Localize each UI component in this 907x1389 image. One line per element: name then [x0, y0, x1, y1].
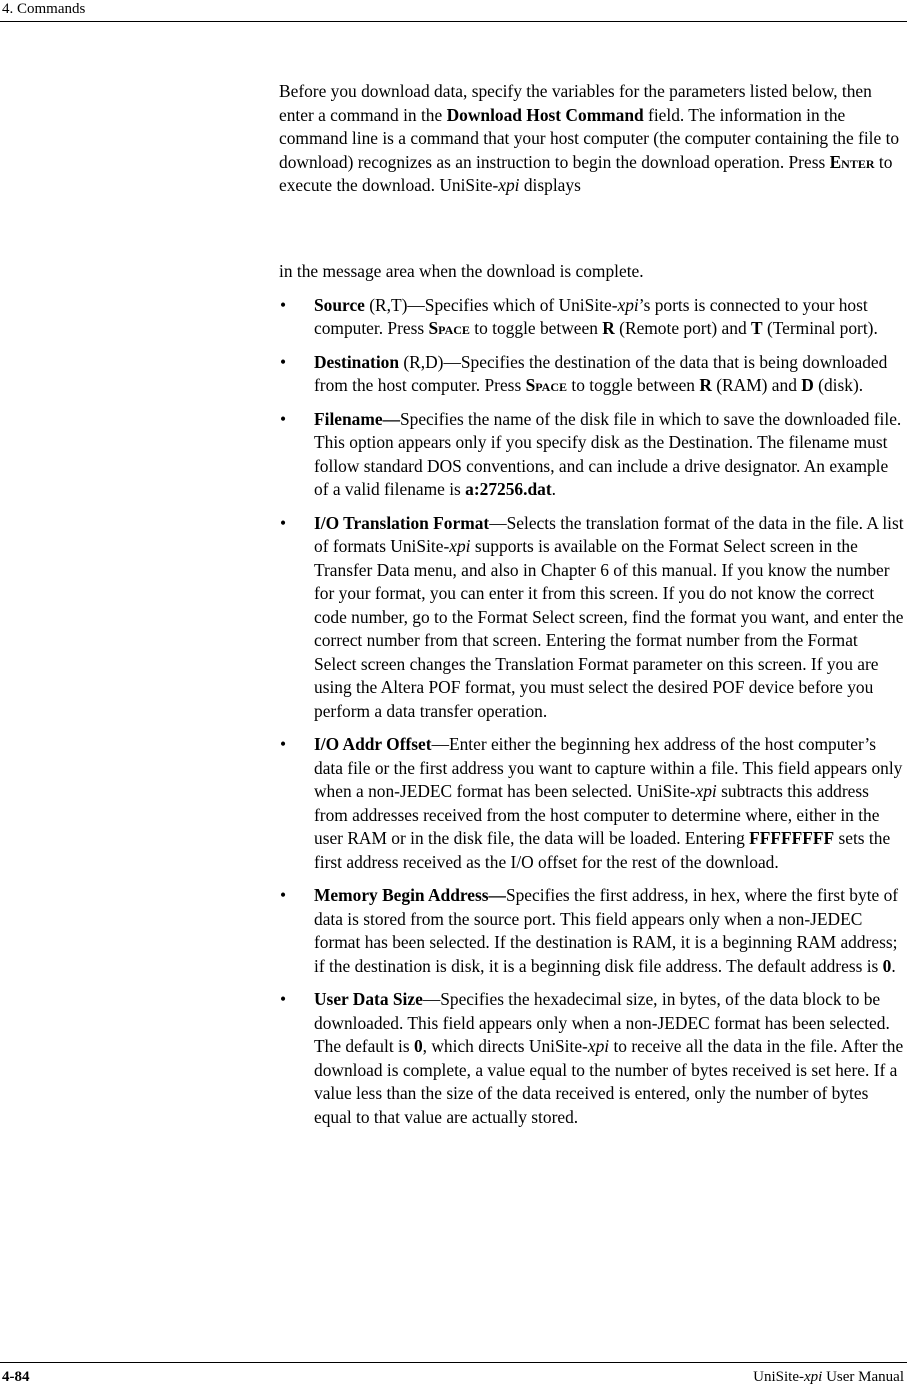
- option-r: R: [602, 318, 615, 338]
- running-footer-title: [753, 1368, 904, 1386]
- bullet-icon: •: [280, 351, 287, 372]
- io-offset-text-2: subtracts this address from addresses received from the host computer to determine where, either in the user RAM or in the disk file, the data will be loaded. Entering: [314, 781, 880, 848]
- io-format-text-2: supports is available on the Format Select screen in the Transfer Data menu, and also in Chapter 6 of this manual. If you know the number for your format, you can enter it from this screen. If you do not know the correct code number, go to the Format Select screen, find the format you want, and enter the correct number from that screen. Entering the format number from the Format Select screen changes the Translation Format parameter on this screen. If you are using the Altera POF format, you must select the desired POF device before you perform a data transfer operation.: [314, 536, 904, 721]
- footer-rule: [0, 1362, 907, 1363]
- user-data-size-text-1: —Specifies the hexadecimal size, in bytes, of the data block to be downloaded. This field appears only when a non-JEDEC format has been selected. The default is: [314, 989, 890, 1056]
- default-size-value: 0: [413, 1036, 423, 1056]
- footer-title-suffix: User Manual: [822, 1369, 904, 1385]
- intro-text-2: field. The information in the command line is a command that your host computer (the computer containing the file to download) recognizes as an instruction to begin the download operation. Press: [279, 104, 900, 172]
- default-address-value: 0: [882, 955, 892, 976]
- page-number: 4-84: [2, 1369, 30, 1385]
- option-t: T: [751, 318, 763, 338]
- term-io-translation-format: I/O Translation Format: [314, 512, 490, 533]
- user-data-size-text-3: to receive all the data in the file. After the download is complete, a value equal to the number of bytes received is set here. If a value less than the size of the data received is entered, only the number of bytes equal to that value are actually stored.: [314, 1036, 904, 1127]
- term-destination: Destination: [314, 351, 400, 372]
- parameter-section: [279, 260, 904, 1139]
- bullet-icon: •: [280, 734, 287, 754]
- example-filename: a:27256.dat: [465, 479, 552, 499]
- intro-text-4: displays: [519, 175, 581, 195]
- list-item-filename: [279, 408, 904, 502]
- source-text-5: (Terminal port).: [762, 318, 878, 338]
- xpi-italic: xpi: [617, 294, 639, 315]
- filename-text-2: .: [551, 479, 556, 499]
- term-filename: Filename—: [314, 408, 400, 429]
- bullet-icon: •: [280, 989, 287, 1009]
- parameter-list: [279, 294, 904, 1130]
- after-message-paragraph: in the message area when the download is complete.: [279, 261, 644, 281]
- offset-value: FFFFFFFF: [749, 828, 835, 848]
- source-text-4: (Remote port) and: [614, 318, 752, 338]
- list-item-memory-begin-address: [279, 884, 904, 978]
- space-key-label: Space: [525, 375, 568, 395]
- footer-title-prefix: UniSite-: [753, 1369, 805, 1385]
- option-r: R: [699, 375, 712, 395]
- term-user-data-size: User Data Size: [314, 989, 423, 1009]
- destination-text-4: (disk).: [813, 375, 864, 395]
- list-item-source: [279, 294, 904, 341]
- list-item-io-translation-format: [279, 512, 904, 724]
- term-memory-begin-address: Memory Begin Address—: [314, 885, 506, 905]
- io-offset-text-3: sets the first address received as the I/O offset for the rest of the download.: [314, 828, 891, 872]
- memory-begin-text-1: Specifies the first address, in hex, where the first byte of data is stored from the source port. This field appears only when a non-JEDEC format has been selected. If the destination is RAM, it is a beginning RAM address; if the destination is disk, it is a beginning disk file address. The default address is: [314, 885, 899, 976]
- list-item-destination: [279, 351, 904, 398]
- source-text-2: ’s ports is connected to your host computer. Press: [314, 294, 868, 338]
- source-text-1: (R,T)—Specifies which of UniSite-: [364, 294, 618, 315]
- user-data-size-text-2: , which directs UniSite-: [422, 1036, 588, 1056]
- option-d: D: [801, 375, 814, 395]
- io-format-text-1: —Selects the translation format of the data in the file. A list of formats UniSite-: [314, 512, 904, 556]
- destination-text-1: (R,D)—Specifies the destination of the data that is being downloaded from the host computer. Press: [314, 351, 888, 395]
- xpi-italic: xpi: [449, 536, 471, 556]
- xpi-italic: xpi: [695, 781, 717, 801]
- enter-key-label: Enter: [829, 151, 875, 172]
- destination-text-3: (RAM) and: [711, 375, 802, 395]
- intro-text-1: Before you download data, specify the variables for the parameters listed below, then enter a command in the: [279, 81, 872, 125]
- intro-text-3: to execute the download. UniSite-: [279, 151, 893, 195]
- space-key-label: Space: [428, 318, 470, 338]
- footer-title-xpi: xpi: [804, 1369, 823, 1385]
- list-item-user-data-size: [279, 988, 904, 1129]
- memory-begin-text-2: .: [891, 955, 896, 976]
- bullet-icon: •: [280, 408, 287, 429]
- xpi-italic: xpi: [587, 1036, 610, 1056]
- destination-text-2: to toggle between: [567, 375, 700, 395]
- xpi-italic: xpi: [498, 175, 520, 195]
- bullet-icon: •: [280, 512, 287, 533]
- bullet-icon: •: [280, 294, 287, 315]
- list-item-io-addr-offset: [279, 733, 904, 874]
- source-text-3: to toggle between: [469, 318, 603, 338]
- term-source: Source: [314, 294, 365, 315]
- bullet-icon: •: [280, 885, 287, 905]
- term-io-addr-offset: I/O Addr Offset: [314, 734, 432, 754]
- intro-section: [279, 80, 904, 198]
- intro-paragraph: [279, 80, 904, 198]
- filename-text-1: Specifies the name of the disk file in which to save the downloaded file. This option appears only if you specify disk as the Destination. The filename must follow standard DOS conventions, and can include a drive designator. An example of a valid filename is: [314, 408, 902, 499]
- io-offset-text-1: —Enter either the beginning hex address of the host computer’s data file or the first address you want to capture within a file. This field appears only when a non-JEDEC format has been selected. UniSite-: [314, 734, 903, 801]
- running-header: 4. Commands: [2, 1, 86, 17]
- download-host-command-label: Download Host Command: [446, 104, 644, 125]
- header-rule: [0, 21, 907, 22]
